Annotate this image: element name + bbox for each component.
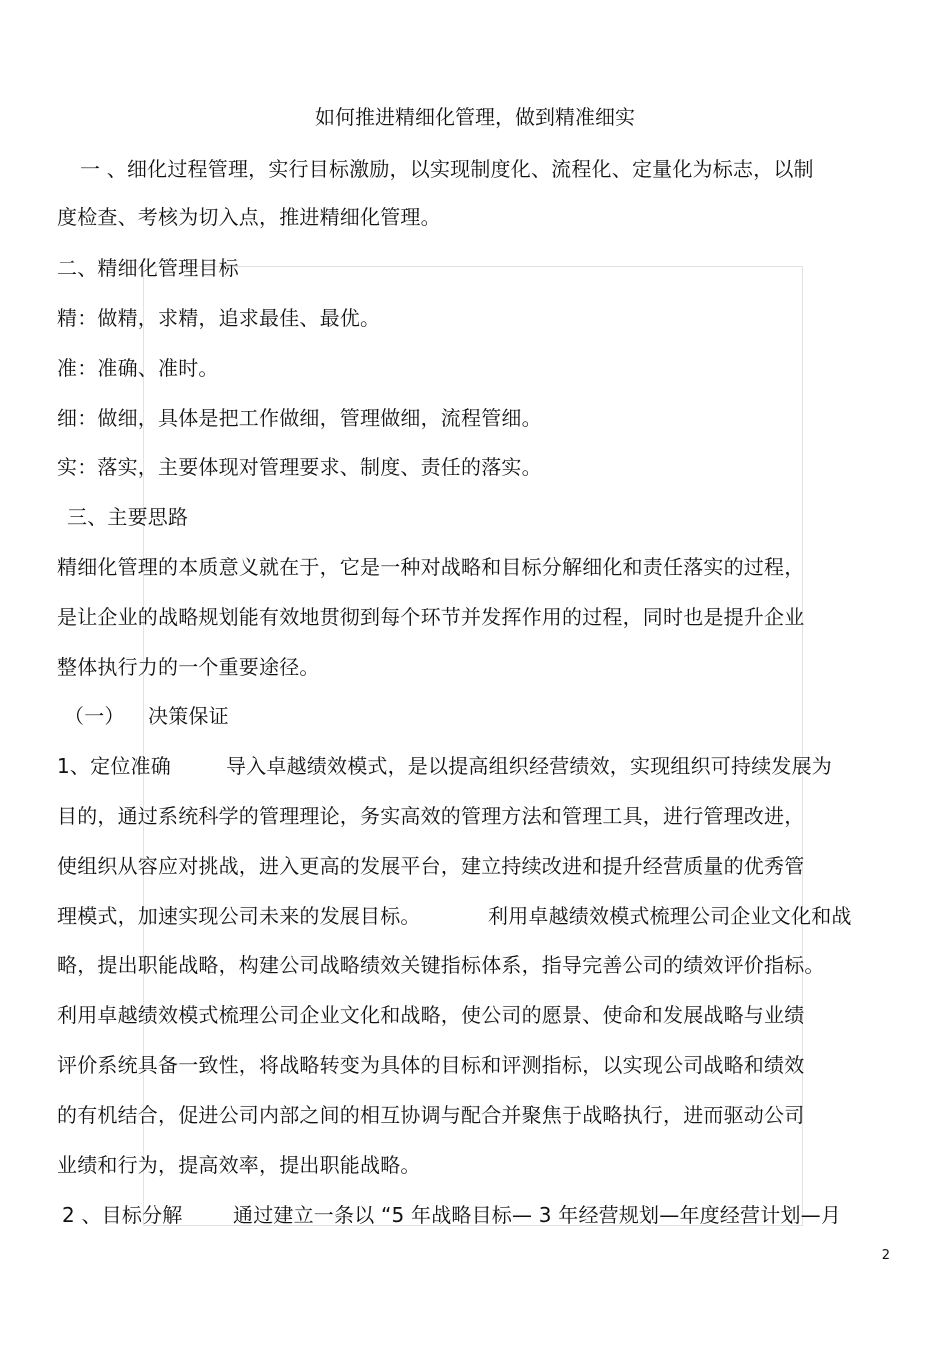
section-heading: 二、精细化管理目标 [57, 256, 239, 280]
paragraph-line: 导入卓越绩效模式，是以提高组织经营绩效，实现组织可持续发展为 [226, 754, 832, 778]
document-title: 如何推进精细化管理，做到精准细实 [315, 105, 635, 129]
paragraph-line: 略，提出职能战略，构建公司战略绩效关键指标体系，指导完善公司的绩效评价指标。 [57, 953, 825, 977]
paragraph-line: 度检查、考核为切入点，推进精细化管理。 [57, 205, 441, 229]
item-heading: 1、定位准确 [57, 754, 171, 778]
paragraph-line: 整体执行力的一个重要途径。 [57, 655, 320, 679]
paragraph-line: 精：做精，求精，追求最佳、最优。 [57, 306, 381, 330]
paragraph-line: 一 、细化过程管理，实行目标激励，以实现制度化、流程化、定量化为标志，以制 [80, 157, 814, 181]
paragraph-line: 准：准确、准时。 [57, 356, 219, 380]
subsection-number: （一） [64, 704, 125, 728]
paragraph-line: 业绩和行为，提高效率，提出职能战略。 [57, 1153, 421, 1177]
paragraph-line: 利用卓越绩效模式梳理公司企业文化和战略，使公司的愿景、使命和发展战略与业绩 [57, 1003, 805, 1027]
paragraph-line: 使组织从容应对挑战，进入更高的发展平台，建立持续改进和提升经营质量的优秀管 [57, 854, 805, 878]
section-heading: 三、主要思路 [67, 505, 189, 529]
subsection-heading: 决策保证 [148, 704, 229, 728]
item-heading: 2 、目标分解 [62, 1203, 183, 1227]
paragraph-line: 实：落实，主要体现对管理要求、制度、责任的落实。 [57, 455, 542, 479]
paragraph-line: 细：做细，具体是把工作做细，管理做细，流程管细。 [57, 406, 542, 430]
paragraph-line: 的有机结合，促进公司内部之间的相互协调与配合并聚焦于战略执行，进而驱动公司 [57, 1103, 805, 1127]
paragraph-line: 精细化管理的本质意义就在于，它是一种对战略和目标分解细化和责任落实的过程， [57, 555, 805, 579]
paragraph-line: 理模式，加速实现公司未来的发展目标。 [57, 904, 421, 928]
paragraph-line: 目的，通过系统科学的管理理论，务实高效的管理方法和管理工具，进行管理改进， [57, 804, 805, 828]
page-number: 2 [881, 1248, 890, 1263]
paragraph-line: 是让企业的战略规划能有效地贯彻到每个环节并发挥作用的过程，同时也是提升企业 [57, 605, 805, 629]
paragraph-line: 评价系统具备一致性，将战略转变为具体的目标和评测指标，以实现公司战略和绩效 [57, 1053, 805, 1077]
paragraph-line: 通过建立一条以 “5 年战略目标— 3 年经营规划—年度经营计划—月 [233, 1203, 842, 1227]
paragraph-line: 利用卓越绩效模式梳理公司企业文化和战 [488, 904, 852, 928]
